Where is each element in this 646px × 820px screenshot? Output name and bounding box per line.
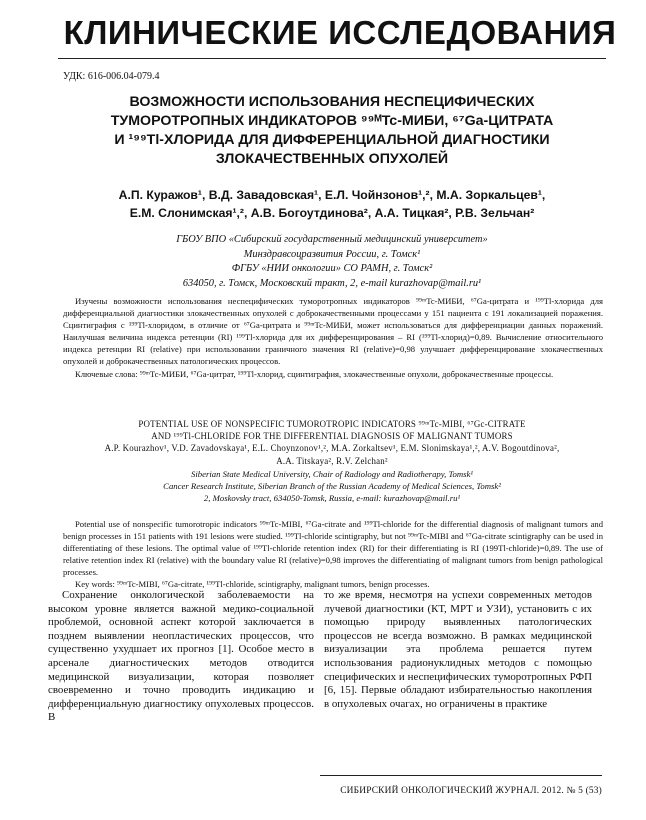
abstract-ru-text: Изучены возможности использования неспецифических туморотропных индикаторов ⁹⁹ᵐTc-МИБИ, ⁶⁷Ga-цитрата и ¹⁹⁹Tl-хлорида для дифференциальной диагностики злокачественных опухолей с доброкачественными процессами у 151 пациента с 191 локализацией поражения. Сцинтиграфия с ¹⁹⁹Tl-хлоридом, в отличие от ⁶⁷Ga-цитрата и ⁹⁹ᵐTc-МИБИ, может использоваться для дифференциации данных поражений. Наилучшая величина индекса ретенции (RI) ¹⁹⁹Tl-хлорида для их дифференцирования – RI (¹⁹⁹Tl-хлорид)=0,89. Вычисление относительного индекса ретенции RI (relative) при использовании граничного значения RI (relative)=0,98 улучшает дифференцирование злокачественных опухолей и доброкачественных патологических процессов.: [63, 296, 603, 367]
journal-footer: СИБИРСКИЙ ОНКОЛОГИЧЕСКИЙ ЖУРНАЛ. 2012. № 5 (53): [340, 786, 602, 796]
udc-code: УДК: 616-006.04-079.4: [63, 71, 160, 82]
title-line: ВОЗМОЖНОСТИ ИСПОЛЬЗОВАНИЯ НЕСПЕЦИФИЧЕСКИХ: [129, 94, 535, 110]
english-affiliations: [58, 468, 606, 504]
abstract-en: [63, 518, 603, 591]
en-affiliation-line: Siberian State Medical University, Chair of Radiology and Radiotherapy, Tomsk¹: [191, 469, 473, 479]
body-text-right: то же время, несмотря на успехи современных методов лучевой диагностики (КТ, МРТ и УЗИ), установить с их помощью природу выявленных патологических процессов не всегда возможно. В рамках медицинской визуализации эта проблема решается путем использования радионуклидных методов с помощью специфических и неспецифических туморотропных РФП [6, 15]. Первые обладают избирательностью накопления в опухолевых очагах, но ограничены в практике: [324, 589, 592, 710]
en-title-line: AND ¹⁹⁹Tl-CHLORIDE FOR THE DIFFERENTIAL DIAGNOSIS OF MALIGNANT TUMORS: [151, 431, 513, 442]
title-line: И ¹⁹⁹Tl-ХЛОРИДА ДЛЯ ДИФФЕРЕНЦИАЛЬНОЙ ДИАГНОСТИКИ: [114, 132, 550, 148]
authors: [58, 186, 606, 222]
keywords-en: Key words: ⁹⁹ᵐTc-MIBI, ⁶⁷Ga-citrate, ¹⁹⁹Tl-chloride, scintigraphy, malignant tumors, benign processes.: [75, 579, 430, 590]
en-authors-line: A.A. Titskaya², R.V. Zelchan²: [276, 455, 388, 466]
en-title-line: POTENTIAL USE OF NONSPECIFIC TUMOROTROPIC INDICATORS ⁹⁹ᵐTc-MIBI, ⁶⁷Gc-CITRATE: [138, 419, 526, 429]
en-affiliation-line: Cancer Research Institute, Siberian Branch of the Russian Academy of Medical Sciences, Tomsk²: [163, 481, 501, 492]
en-affiliation-line: 2, Moskovsky tract, 634050-Tomsk, Russia, e-mail: kurazhovap@mail.ru¹: [203, 493, 461, 504]
affiliation-line: 634050, г. Томск, Московский тракт, 2, e-mail kurazhovap@mail.ru¹: [182, 277, 482, 289]
body-column-left: [48, 589, 314, 725]
authors-line: А.П. Куражов¹, В.Д. Завадовская¹, Е.Л. Чойнзонов¹,², М.А. Зоркальцев¹,: [118, 188, 546, 202]
title-line: ЗЛОКАЧЕСТВЕННЫХ ОПУХОЛЕЙ: [215, 151, 449, 167]
body-text-left: Сохранение онкологической заболеваемости на высоком уровне является важной медико-социальной проблемой, основной аспект которой заключается в позднем выявлении неопластических процессов, что существенно ухудшает их прогноз [1]. Особое место в арсенале диагностических методов отводится медицинской визуализации, которая позволяет своевременно и точно проводить индикацию и дифференциальную диагностику опухолевых процессов. В: [48, 589, 314, 724]
article-title: [58, 93, 606, 169]
keywords-ru: Ключевые слова: ⁹⁹ᵐTc-МИБИ, ⁶⁷Ga-цитрат, ¹⁹⁹Tl-хлорид, сцинтиграфия, злокачественные опухоли, доброкачественные процессы.: [75, 368, 554, 379]
header-rule: [58, 58, 606, 59]
abstract-ru: [63, 295, 603, 380]
english-title: [58, 418, 606, 467]
affiliation-line: Минздравсоцразвития России, г. Томск¹: [243, 248, 421, 260]
affiliation-line: ГБОУ ВПО «Сибирский государственный медицинский университет»: [176, 234, 488, 245]
abstract-en-text: Potential use of nonspecific tumorotropic indicators ⁹⁹ᵐTc-MIBI, ⁶⁷Ga-citrate and ¹⁹⁹Tl-chloride for the differential diagnosis of malignant tumors and benign processes in 151 patients with 191 lesions were studied. ¹⁹⁹Tl-chloride scintigraphy, but not ⁹⁹ᵐTc-MIBI and ⁶⁷Ga-citrate scintigraphy can be used in differentiating of these lesions. The optimal value of ¹⁹⁹Tl-chloride retention index (RI) for their differentiating is RI (199Tl-chloride)=0,89. The use of relative retention index RI (relative) with the boundary value RI (relative)=0,98 improves the differentiating of malignant tumors from benign pathological processes.: [63, 519, 603, 578]
affiliations: [58, 233, 606, 291]
footer-rule: [320, 775, 602, 776]
section-header: КЛИНИЧЕСКИЕ ИССЛЕДОВАНИЯ: [63, 14, 617, 51]
title-line: ТУМОРОТРОПНЫХ ИНДИКАТОРОВ ⁹⁹ᴹTc-МИБИ, ⁶⁷Ga-ЦИТРАТА: [110, 113, 554, 129]
affiliation-line: ФГБУ «НИИ онкологии» СО РАМН, г. Томск²: [231, 263, 433, 274]
body-column-right: [324, 589, 592, 711]
authors-line: Е.М. Слонимская¹,², А.В. Богоутдинова², А.А. Тицкая², Р.В. Зельчан²: [129, 206, 535, 220]
en-authors-line: A.P. Kourazhov¹, V.D. Zavadovskaya¹, E.L. Choynzonov¹,², M.A. Zorkaltsev¹, E.M. Slonimskaya¹,², A.V. Bogoutdinova²,: [104, 443, 560, 454]
